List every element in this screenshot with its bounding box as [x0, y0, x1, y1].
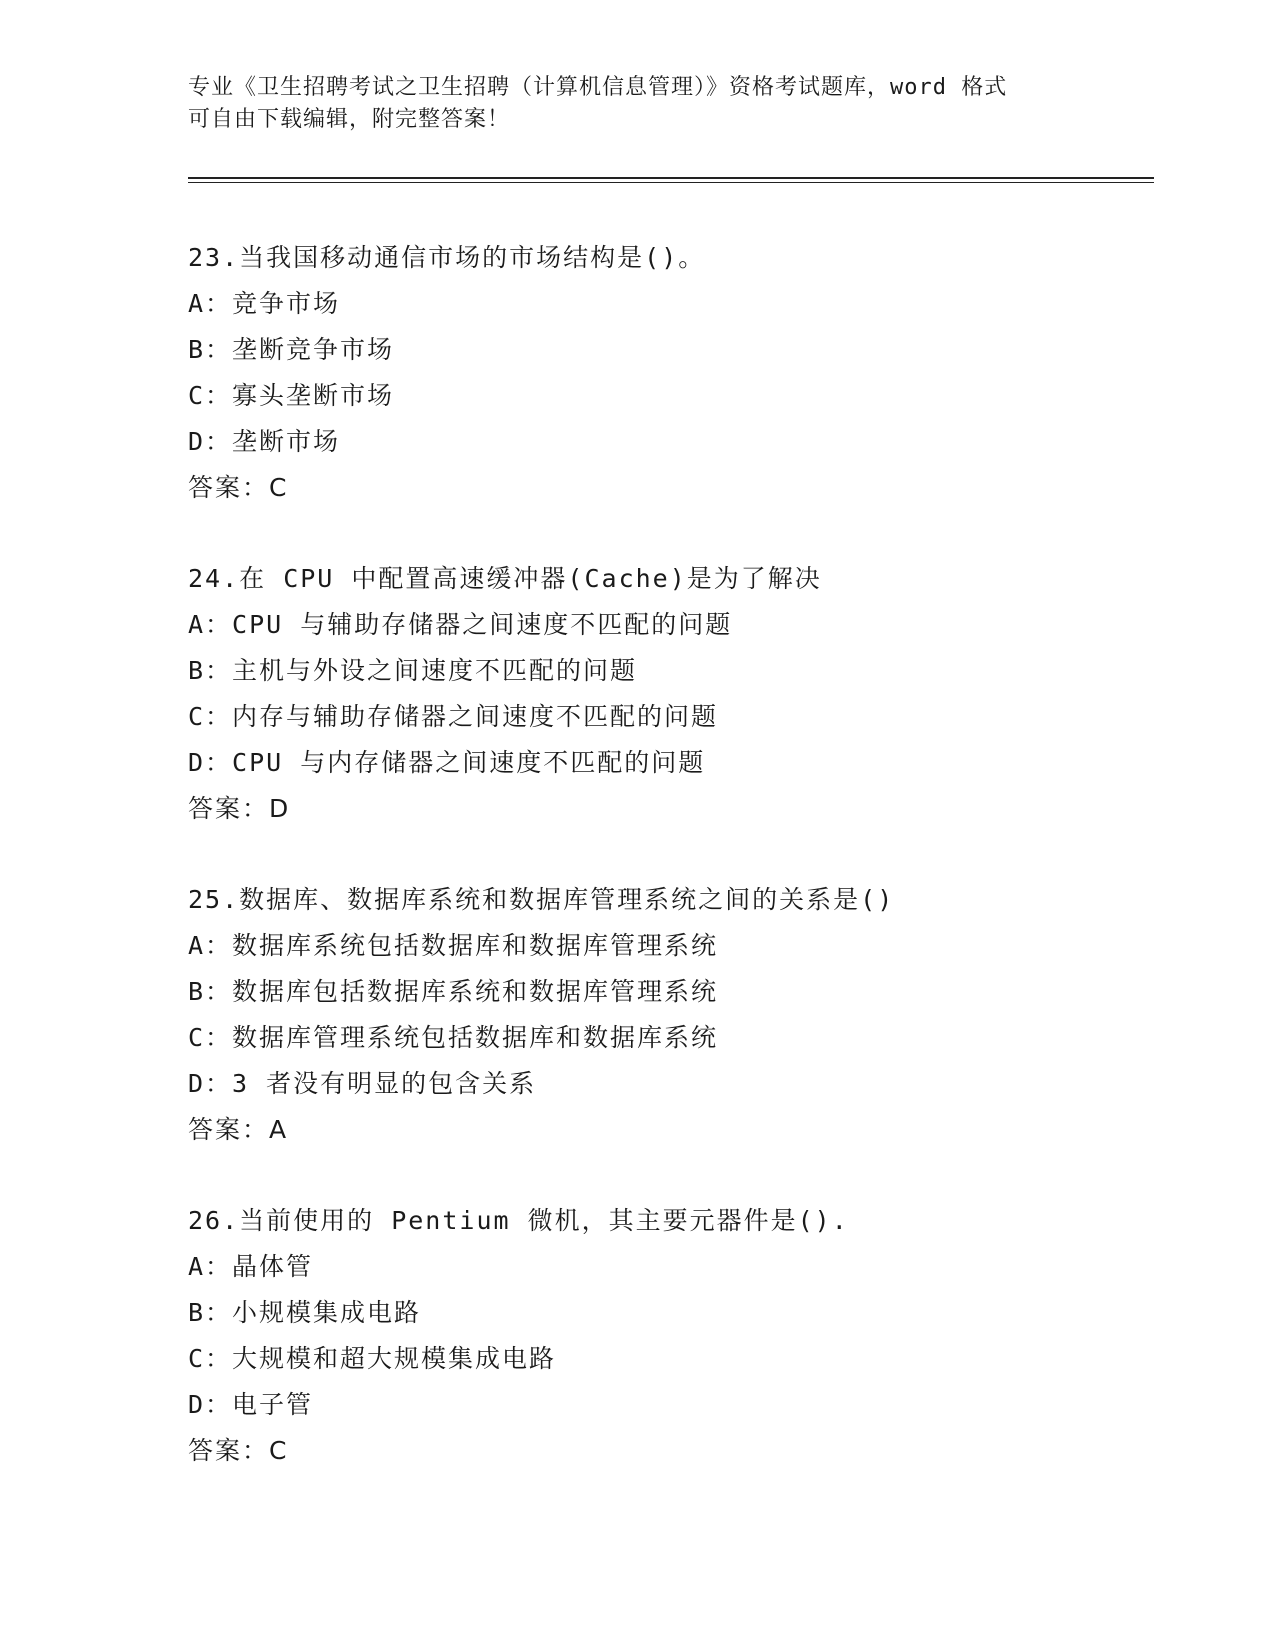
question-block-25: [188, 877, 1188, 1153]
question-stem: 26.当前使用的 Pentium 微机，其主要元器件是().: [188, 1206, 849, 1235]
question-stem: 23.当我国移动通信市场的市场结构是()。: [188, 243, 706, 272]
question-block-23: [188, 235, 1188, 511]
answer-line: 答案：C: [188, 473, 289, 502]
question-block-26: [188, 1198, 1188, 1474]
question-stem: 24.在 CPU 中配置高速缓冲器(Cache)是为了解决: [188, 564, 822, 593]
option-a: A：CPU 与辅助存储器之间速度不匹配的问题: [188, 610, 733, 639]
option-c: C：寡头垄断市场: [188, 381, 395, 410]
document-header: [188, 72, 1088, 136]
option-b: B：垄断竞争市场: [188, 335, 395, 364]
answer-line: 答案：D: [188, 794, 291, 823]
option-b: B：主机与外设之间速度不匹配的问题: [188, 656, 638, 685]
answer-line: 答案：C: [188, 1436, 289, 1465]
option-c: C：数据库管理系统包括数据库和数据库系统: [188, 1023, 719, 1052]
option-d: D：CPU 与内存储器之间速度不匹配的问题: [188, 748, 706, 777]
option-d: D：垄断市场: [188, 427, 341, 456]
option-a: A：竞争市场: [188, 289, 341, 318]
header-line-1: 专业《卫生招聘考试之卫生招聘（计算机信息管理）》资格考试题库，word 格式: [188, 75, 1008, 100]
question-stem: 25.数据库、数据库系统和数据库管理系统之间的关系是(): [188, 885, 895, 914]
option-a: A：晶体管: [188, 1252, 314, 1281]
header-line-2: 可自由下载编辑，附完整答案！: [188, 107, 511, 132]
option-d: D：电子管: [188, 1390, 314, 1419]
answer-line: 答案：A: [188, 1115, 289, 1144]
option-b: B：小规模集成电路: [188, 1298, 422, 1327]
header-divider-thick: [188, 177, 1154, 179]
option-a: A：数据库系统包括数据库和数据库管理系统: [188, 931, 719, 960]
header-divider-thin: [188, 182, 1154, 183]
option-b: B：数据库包括数据库系统和数据库管理系统: [188, 977, 719, 1006]
option-d: D：3 者没有明显的包含关系: [188, 1069, 537, 1098]
question-block-24: [188, 556, 1188, 832]
option-c: C：内存与辅助存储器之间速度不匹配的问题: [188, 702, 719, 731]
option-c: C：大规模和超大规模集成电路: [188, 1344, 557, 1373]
